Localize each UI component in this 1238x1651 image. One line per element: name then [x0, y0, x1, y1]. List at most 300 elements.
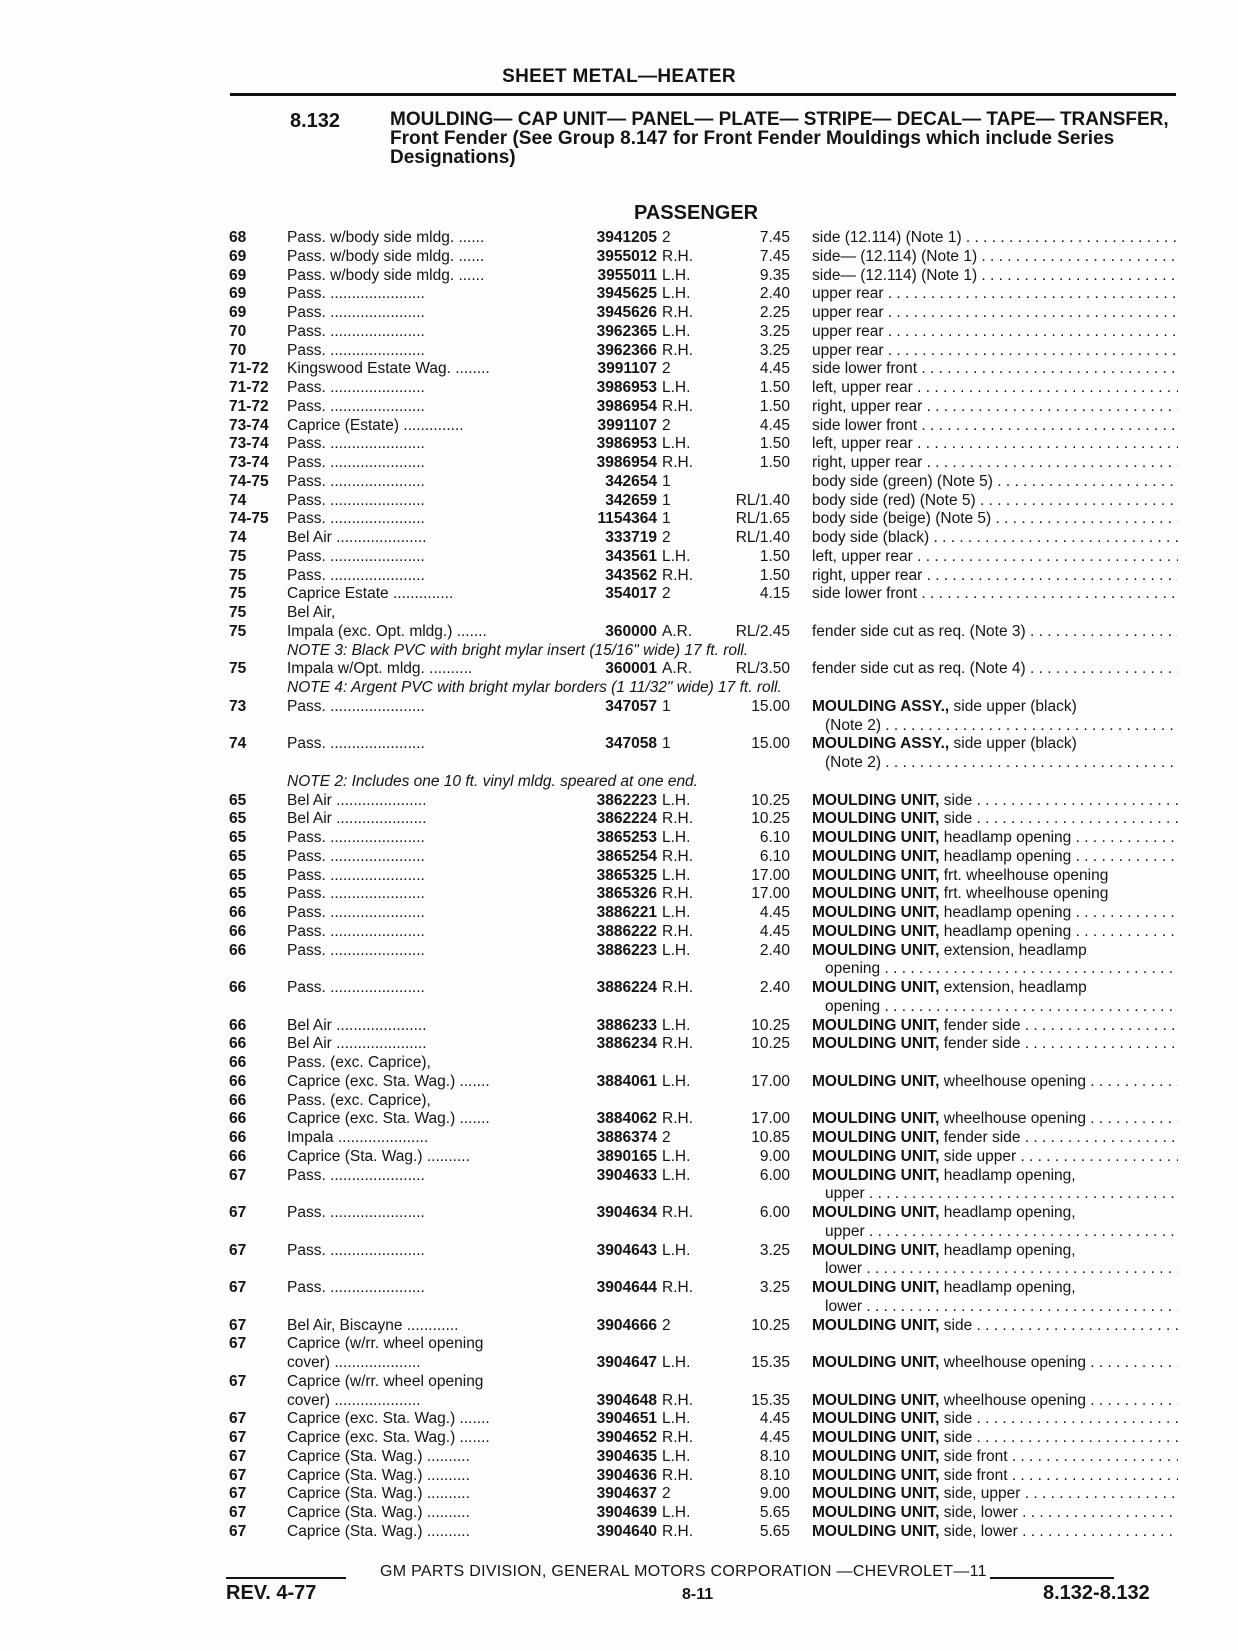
model-cell: Caprice (Sta. Wag.) .......... [287, 1485, 470, 1503]
description-cell [812, 1354, 1178, 1373]
description-text: headlamp opening, [943, 1166, 1076, 1184]
part-number-cell: 3862224 [596, 810, 657, 828]
year-cell: 69 [229, 304, 247, 321]
part-number-cell: 3886234 [596, 1035, 657, 1053]
description-cell [812, 567, 1178, 586]
description-bold: MOULDING UNIT, [812, 791, 940, 809]
part-number-cell: 3886221 [596, 904, 657, 921]
part-number-cell: 343562 [605, 566, 657, 584]
description-text: right, upper rear [812, 566, 923, 584]
table-row [0, 1129, 1238, 1148]
description-continued: lower . . . [825, 1298, 1178, 1317]
part-number-cell: 3865254 [596, 847, 657, 865]
quantity-cell: L.H. [662, 547, 691, 565]
footer-page-number: 8-11 [682, 1586, 714, 1603]
description-cell [812, 867, 1178, 886]
description-bold: MOULDING UNIT, [812, 1072, 940, 1090]
year-cell: 71-72 [229, 397, 269, 415]
model-cell: cover) .................... [287, 1391, 421, 1409]
description-cell [812, 267, 1178, 286]
description-bold: MOULDING UNIT, [812, 922, 940, 940]
description-cell [812, 810, 1178, 829]
description-text: left, upper rear [812, 435, 913, 453]
description-cell [812, 1523, 1178, 1542]
price-cell: 3.25 [759, 1241, 790, 1259]
price-cell: 15.35 [751, 1354, 790, 1371]
table-row [0, 548, 1238, 567]
description-text: side [943, 1410, 973, 1428]
description-cell [812, 1204, 1178, 1223]
table-row [0, 623, 1238, 642]
quantity-cell: A.R. [662, 622, 693, 640]
year-cell: 65 [229, 791, 247, 809]
part-number-cell: 3991107 [597, 416, 657, 434]
quantity-cell: 1 [662, 472, 671, 490]
table-row [0, 1204, 1238, 1242]
price-cell: 9.00 [759, 1485, 790, 1503]
part-number-cell: 3904639 [596, 1504, 657, 1521]
description-cell [812, 285, 1178, 304]
part-number-cell: 3865253 [596, 829, 657, 846]
description-bold: MOULDING UNIT, [812, 979, 940, 996]
year-cell: 74 [229, 491, 247, 509]
year-cell: 66 [229, 1091, 247, 1109]
table-row [0, 229, 1238, 248]
table-row [0, 285, 1238, 304]
year-cell: 69 [229, 285, 247, 303]
table-row [0, 510, 1238, 529]
price-cell: 2.40 [759, 979, 790, 996]
year-cell: 73-74 [229, 454, 269, 471]
price-cell: 4.45 [759, 360, 790, 378]
table-row [0, 1317, 1238, 1336]
price-cell: 7.45 [759, 229, 790, 246]
price-cell: 6.00 [759, 1204, 790, 1221]
footer-rule-right [990, 1577, 1114, 1579]
table-row [0, 1504, 1238, 1523]
part-number-cell: 3904633 [596, 1166, 657, 1184]
year-cell: 67 [229, 1522, 247, 1540]
model-cell: Caprice (Sta. Wag.) .......... [287, 1147, 470, 1165]
description-continued: lower . . . [825, 1260, 1178, 1279]
model-cell: Pass. ...................... [287, 866, 425, 884]
table-row [0, 829, 1238, 848]
part-number-cell: 3962365 [596, 322, 657, 340]
price-cell: 3.25 [759, 1279, 790, 1296]
year-cell: 75 [229, 622, 247, 640]
table-row [0, 1167, 1238, 1205]
quantity-cell: R.H. [662, 847, 693, 865]
description-text: frt. wheelhouse opening [943, 866, 1109, 884]
year-cell: 74-75 [229, 510, 269, 528]
description-bold: MOULDING UNIT, [812, 1316, 940, 1334]
year-cell: 73-74 [229, 416, 269, 434]
description-cell [812, 660, 1178, 679]
table-row [0, 923, 1238, 942]
model-cell: Bel Air ..................... [287, 1016, 427, 1034]
model-cell: Pass. ...................... [287, 341, 425, 359]
price-cell: 3.25 [759, 341, 790, 359]
description-text: left, upper rear [812, 379, 913, 396]
description-cell [812, 848, 1178, 867]
quantity-cell: R.H. [662, 1466, 693, 1484]
description-text: side front [943, 1447, 1008, 1465]
model-cell: Bel Air ..................... [287, 1035, 427, 1053]
quantity-cell: R.H. [662, 1204, 693, 1221]
price-cell: RL/1.40 [735, 529, 790, 546]
quantity-cell: 2 [662, 585, 671, 603]
price-cell: 1.50 [759, 435, 790, 453]
description-text: side upper (black) [953, 697, 1077, 715]
price-cell: 2.25 [759, 304, 790, 321]
description-bold: MOULDING UNIT, [812, 941, 940, 959]
year-cell: 71-72 [229, 360, 269, 378]
model-cell: Bel Air ..................... [287, 529, 427, 546]
price-cell: 10.25 [751, 1316, 790, 1334]
description-bold: MOULDING UNIT, [812, 1147, 940, 1165]
table-row [0, 379, 1238, 398]
price-cell: 2.40 [759, 285, 790, 303]
quantity-cell: R.H. [662, 397, 693, 415]
description-text: fender side [943, 1129, 1021, 1146]
description-text: frt. wheelhouse opening [943, 885, 1109, 903]
price-cell: 8.10 [759, 1447, 790, 1465]
description-text: right, upper rear [812, 454, 923, 471]
model-cell: Pass. ...................... [287, 941, 425, 959]
part-number-cell: 3886223 [596, 941, 657, 959]
year-cell: 75 [229, 585, 247, 603]
header-rule [230, 93, 1176, 96]
part-number-cell: 360001 [605, 660, 657, 678]
part-number-cell: 3904644 [596, 1279, 657, 1296]
price-cell: RL/2.45 [735, 622, 790, 640]
description-bold: MOULDING UNIT, [812, 1016, 940, 1034]
table-row [0, 1092, 1238, 1111]
model-cell: Caprice (w/rr. wheel opening [287, 1335, 484, 1353]
description-cell [812, 1504, 1178, 1523]
note-text: NOTE 2: Includes one 10 ft. vinyl mldg. speared at one end. [287, 772, 698, 790]
section-number: 8.132 [290, 110, 341, 132]
year-cell: 75 [229, 547, 247, 565]
table-row [0, 1485, 1238, 1504]
year-cell: 66 [229, 1147, 247, 1165]
description-bold: MOULDING UNIT, [812, 1485, 940, 1503]
description-cell [812, 623, 1178, 642]
quantity-cell: L.H. [662, 1504, 691, 1521]
table-row [0, 360, 1238, 379]
model-cell: Caprice (w/rr. wheel opening [287, 1372, 484, 1390]
model-cell: Pass. ...................... [287, 735, 425, 753]
description-bold: MOULDING UNIT, [812, 1035, 940, 1053]
quantity-cell: L.H. [662, 1410, 691, 1428]
model-cell: Pass. ...................... [287, 547, 425, 565]
part-number-cell: 1154364 [597, 510, 657, 528]
model-cell: Pass. ...................... [287, 847, 425, 865]
description-bold: MOULDING UNIT, [812, 1279, 940, 1296]
description-text: upper rear [812, 341, 884, 359]
model-cell: Caprice (Sta. Wag.) .......... [287, 1504, 470, 1521]
year-cell: 73-74 [229, 435, 269, 453]
part-number-cell: 3862223 [596, 791, 657, 809]
footer-publisher: GM PARTS DIVISION, GENERAL MOTORS CORPORATION —CHEVROLET—11 [380, 1563, 987, 1580]
part-number-cell: 3904634 [596, 1204, 657, 1221]
quantity-cell: R.H. [662, 810, 693, 828]
table-row [0, 323, 1238, 342]
table-row [0, 810, 1238, 829]
description-text: headlamp opening [943, 904, 1072, 921]
quantity-cell: L.H. [662, 285, 691, 303]
quantity-cell: L.H. [662, 1354, 691, 1371]
price-cell: 10.25 [751, 1035, 790, 1053]
year-cell: 68 [229, 229, 247, 246]
table-row [0, 1148, 1238, 1167]
description-cell [812, 1392, 1178, 1411]
year-cell: 74 [229, 529, 247, 546]
model-cell: Pass. ...................... [287, 379, 425, 396]
description-cell [812, 229, 1178, 248]
description-text: fender side cut as req. (Note 3) [812, 622, 1026, 640]
description-bold: MOULDING ASSY., [812, 735, 950, 753]
quantity-cell: L.H. [662, 1147, 691, 1165]
year-cell: 66 [229, 922, 247, 940]
description-text: headlamp opening, [943, 1204, 1076, 1221]
price-cell: RL/1.65 [735, 510, 790, 528]
table-row [0, 454, 1238, 473]
quantity-cell: L.H. [662, 791, 691, 809]
price-cell: 7.45 [759, 247, 790, 265]
part-number-cell: 3991107 [597, 360, 657, 378]
description-text: side, lower [943, 1504, 1018, 1521]
quantity-cell: R.H. [662, 1035, 693, 1053]
description-text: side upper [943, 1147, 1017, 1165]
description-cell [812, 1485, 1178, 1504]
description-cell [812, 529, 1178, 548]
page-header-title: SHEET METAL—HEATER [502, 66, 736, 87]
price-cell: 6.00 [759, 1166, 790, 1184]
quantity-cell: R.H. [662, 304, 693, 321]
model-cell: Pass. (exc. Caprice), [287, 1091, 431, 1109]
description-bold: MOULDING UNIT, [812, 1204, 940, 1221]
year-cell: 74 [229, 735, 247, 753]
quantity-cell: L.H. [662, 1016, 691, 1034]
year-cell: 74-75 [229, 472, 269, 490]
quantity-cell: L.H. [662, 904, 691, 921]
part-number-cell: 3986953 [596, 435, 657, 453]
part-number-cell: 3904640 [596, 1522, 657, 1540]
description-cell [812, 360, 1178, 379]
description-cell [812, 1317, 1178, 1336]
description-text: side, upper [943, 1485, 1021, 1503]
description-text: wheelhouse opening [943, 1110, 1086, 1128]
table-row [0, 885, 1238, 904]
description-text: body side (beige) (Note 5) [812, 510, 992, 528]
quantity-cell: L.H. [662, 1447, 691, 1465]
description-cell [812, 342, 1178, 361]
price-cell: 9.35 [759, 266, 790, 284]
description-cell [812, 1110, 1178, 1129]
model-cell: Pass. ...................... [287, 454, 425, 471]
description-text: side— (12.114) (Note 1) [812, 247, 978, 265]
quantity-cell: R.H. [662, 566, 693, 584]
model-cell: Caprice (Sta. Wag.) .......... [287, 1466, 470, 1484]
description-text: headlamp opening, [943, 1279, 1076, 1296]
model-cell: cover) .................... [287, 1354, 421, 1371]
model-cell: Pass. ...................... [287, 1279, 425, 1296]
description-text: wheelhouse opening [943, 1354, 1086, 1371]
quantity-cell: L.H. [662, 1241, 691, 1259]
description-text: side lower front [812, 585, 918, 603]
year-cell: 66 [229, 1072, 247, 1090]
table-row [0, 567, 1238, 586]
price-cell: 6.10 [759, 829, 790, 846]
model-cell: Pass. ...................... [287, 1241, 425, 1259]
table-row [0, 529, 1238, 548]
quantity-cell: L.H. [662, 829, 691, 846]
price-cell: 1.50 [759, 379, 790, 396]
description-bold: MOULDING UNIT, [812, 1447, 940, 1465]
table-row [0, 1392, 1238, 1411]
description-bold: MOULDING UNIT, [812, 829, 940, 846]
description-text: fender side [943, 1016, 1021, 1034]
description-bold: MOULDING UNIT, [812, 810, 940, 828]
description-bold: MOULDING UNIT, [812, 885, 940, 903]
model-cell: Pass. ...................... [287, 829, 425, 846]
description-bold: MOULDING UNIT, [812, 847, 940, 865]
price-cell: 10.25 [751, 791, 790, 809]
description-cell [812, 510, 1178, 529]
part-number-cell: 342654 [605, 472, 657, 490]
description-text: side [943, 791, 973, 809]
description-cell [812, 473, 1178, 492]
description-text: headlamp opening, [943, 1241, 1076, 1259]
description-text: side lower front [812, 360, 918, 378]
description-text: side [943, 1316, 973, 1334]
description-cell [812, 1242, 1178, 1261]
description-text: side lower front [812, 416, 918, 434]
year-cell: 66 [229, 1110, 247, 1128]
note-text: NOTE 4: Argent PVC with bright mylar borders (1 11/32" wide) 17 ft. roll. [287, 679, 782, 696]
model-cell: Kingswood Estate Wag. ........ [287, 360, 490, 378]
description-cell [812, 248, 1178, 267]
quantity-cell: R.H. [662, 885, 693, 903]
price-cell: 2.40 [759, 941, 790, 959]
model-cell: Impala ..................... [287, 1129, 429, 1146]
model-cell: Pass. ...................... [287, 491, 425, 509]
part-number-cell: 3886224 [596, 979, 657, 996]
footer-revision: REV. 4-77 [226, 1582, 317, 1604]
model-cell: Bel Air ..................... [287, 810, 427, 828]
note-row [0, 773, 1238, 792]
part-number-cell: 3904643 [596, 1241, 657, 1259]
description-text: wheelhouse opening [943, 1391, 1086, 1409]
part-number-cell: 3986954 [596, 397, 657, 415]
model-cell: Pass. ...................... [287, 904, 425, 921]
part-number-cell: 347058 [605, 735, 657, 753]
table-row [0, 304, 1238, 323]
subheading: PASSENGER [634, 202, 759, 224]
quantity-cell: L.H. [662, 266, 691, 284]
year-cell: 69 [229, 266, 247, 284]
price-cell: 15.00 [751, 697, 790, 715]
part-number-cell: 3904666 [596, 1316, 657, 1334]
description-text: headlamp opening [943, 829, 1072, 846]
model-cell: Pass. ...................... [287, 322, 425, 340]
model-cell: Caprice (Estate) .............. [287, 416, 464, 434]
price-cell: 1.50 [759, 454, 790, 471]
description-bold: MOULDING UNIT, [812, 1466, 940, 1484]
description-bold: MOULDING UNIT, [812, 1354, 940, 1371]
year-cell: 66 [229, 1016, 247, 1034]
description-bold: MOULDING UNIT, [812, 904, 940, 921]
quantity-cell: 2 [662, 529, 671, 546]
description-cell [812, 1467, 1178, 1486]
model-cell: Caprice (exc. Sta. Wag.) ....... [287, 1410, 490, 1428]
price-cell: 1.50 [759, 566, 790, 584]
year-cell: 65 [229, 885, 247, 903]
description-text: body side (green) (Note 5) [812, 472, 993, 490]
model-cell: Bel Air, Biscayne ............ [287, 1316, 459, 1334]
description-bold: MOULDING UNIT, [812, 1110, 940, 1128]
price-cell: 17.00 [751, 1110, 790, 1128]
description-cell [812, 454, 1178, 473]
quantity-cell: 1 [662, 735, 671, 753]
quantity-cell: L.H. [662, 379, 691, 396]
model-cell: Pass. ...................... [287, 285, 425, 303]
part-number-cell: 3962366 [596, 341, 657, 359]
table-row [0, 1110, 1238, 1129]
description-bold: MOULDING UNIT, [812, 1429, 940, 1446]
quantity-cell: R.H. [662, 1522, 693, 1540]
description-continued: opening . . . [825, 960, 1178, 979]
model-cell: Pass. (exc. Caprice), [287, 1054, 431, 1071]
model-cell: Caprice (Sta. Wag.) .......... [287, 1522, 470, 1540]
description-cell [812, 735, 1178, 754]
year-cell: 67 [229, 1504, 247, 1521]
price-cell: 17.00 [751, 866, 790, 884]
table-row [0, 792, 1238, 811]
price-cell: 5.65 [759, 1522, 790, 1540]
description-cell [812, 1129, 1178, 1148]
part-number-cell: 3941205 [596, 229, 657, 246]
table-row [0, 417, 1238, 436]
description-text: upper rear [812, 304, 884, 321]
price-cell: 15.00 [751, 735, 790, 753]
part-number-cell: 3986954 [596, 454, 657, 471]
description-text: headlamp opening [943, 847, 1072, 865]
parts-table [0, 229, 1238, 1542]
table-row [0, 848, 1238, 867]
year-cell: 67 [229, 1241, 247, 1259]
table-row [0, 267, 1238, 286]
description-cell [812, 1448, 1178, 1467]
table-row [0, 473, 1238, 492]
note-row [0, 679, 1238, 698]
description-cell [812, 585, 1178, 604]
quantity-cell: 2 [662, 416, 671, 434]
year-cell: 65 [229, 829, 247, 846]
table-row [0, 492, 1238, 511]
quantity-cell: R.H. [662, 979, 693, 996]
price-cell: 17.00 [751, 1072, 790, 1090]
description-continued: (Note 2) . . . [825, 754, 1178, 773]
description-bold: MOULDING UNIT, [812, 1504, 940, 1521]
description-cell [812, 323, 1178, 342]
description-text: side (12.114) (Note 1) [812, 229, 962, 246]
table-row [0, 904, 1238, 923]
model-cell: Pass. ...................... [287, 304, 425, 321]
description-continued: upper . . . [825, 1223, 1178, 1242]
table-row [0, 1335, 1238, 1354]
